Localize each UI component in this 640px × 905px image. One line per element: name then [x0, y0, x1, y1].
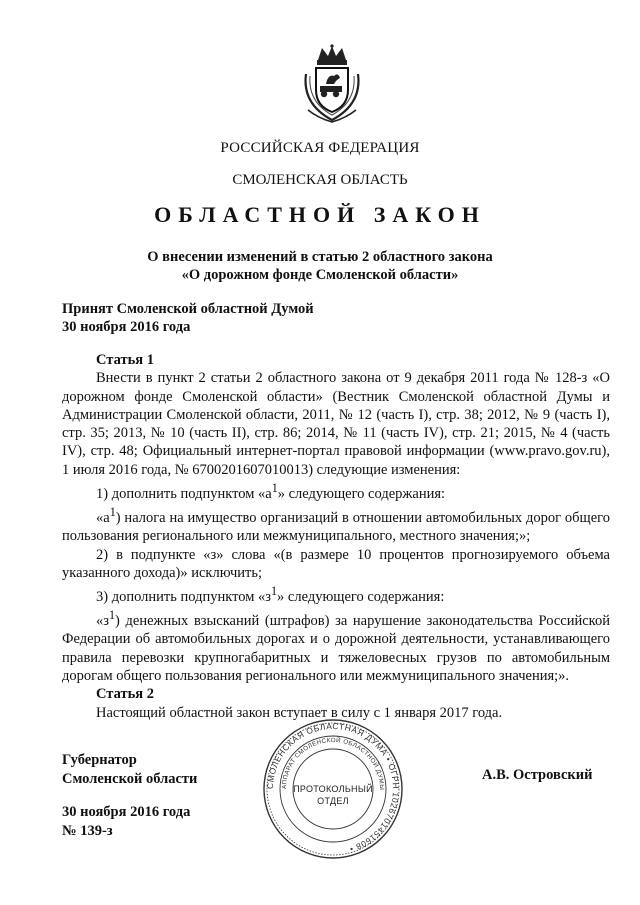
subtitle-line: О внесении изменений в статью 2 областного закона — [147, 249, 493, 265]
law-number: № 139-з — [62, 822, 113, 839]
adoption-body: Принят Смоленской областной Думой — [62, 301, 314, 317]
article-1-item-2: 2) в подпункте «з» слова «(в размере 10 процентов прогнозируемого объема указанного дохода)» исключить; — [62, 546, 610, 581]
article-1-item-1: 1) дополнить подпунктом «$а^1$» следующего содержания: — [96, 481, 446, 502]
document-title: ОБЛАСТНОЙ ЗАКОН — [154, 202, 486, 227]
article-1-item-3-quote: «$з^1$) денежных взысканий (штрафов) за нарушение законодательства Российской Федерации об автомобильных дорогах и о дорожной деятельности, устанавливающего правила перевозки крупногабаритных и тяжеловесных грузов по автомобильным дорогам общего пользования регионального или межмуниципального значения;». — [62, 608, 610, 685]
document-subtitle — [0, 248, 640, 284]
law-date-number — [62, 803, 190, 840]
subtitle-line: «О дорожном фонде Смоленской области» — [181, 267, 459, 283]
adoption-date: 30 ноября 2016 года — [62, 319, 191, 335]
law-date: 30 ноября 2016 года — [62, 804, 191, 820]
seal-inner-text: АППАРАТ СМОЛЕНСКОЙ ОБЛАСТНОЙ ДУМЫ — [280, 736, 386, 791]
article-2-text: Настоящий областной закон вступает в силу с 1 января 2017 года. — [96, 704, 503, 721]
article-1-intro: Внести в пункт 2 статьи 2 областного закона от 9 декабря 2011 года № 128-з «О дорожном фонде Смоленской области» (Вестник Смоленской областной Думы и Администрации Смоленской области, 2011, № 12 (часть I), стр. 38; 2012, № 9 (часть I), стр. 35; 2013, № 10 (часть II), стр. 86; 2014, № 11 (часть IV), стр. 21; 2015, № 4 (часть IV), стр. 48; Официальный интернет-портал правовой информации (www.pravo.gov.ru), 1 июля 2016 года, № 6700201607010013) следующие изменения: — [62, 370, 610, 478]
country-name: РОССИЙСКАЯ ФЕДЕРАЦИЯ — [220, 140, 420, 156]
adoption-note — [62, 300, 314, 336]
law-body — [62, 351, 610, 722]
region-name: СМОЛЕНСКАЯ ОБЛАСТЬ — [232, 172, 408, 188]
article-1-item-1-quote: «$а^1$) налога на имущество организаций в отношении автомобильных дорог общего пользования регионального или межмуниципального, местного значения;»; — [62, 505, 610, 545]
article-1-item-3: 3) дополнить подпунктом «$з^1$» следующего содержания: — [96, 584, 445, 606]
signatory-position: Губернатор Смоленской области — [62, 752, 198, 787]
article-2-heading: Статья 2 — [96, 686, 154, 703]
article-1-heading: Статья 1 — [96, 352, 154, 368]
smolensk-coat-of-arms-icon — [298, 44, 366, 124]
seal-outer-text: СМОЛЕНСКАЯ ОБЛАСТНАЯ ДУМА • ОГРН 1026701451608 • — [264, 720, 402, 855]
seal-center-text: ПРОТОКОЛЬНЫЙ ОТДЕЛ — [293, 784, 373, 806]
signatory-name: А.В. Островский — [482, 767, 593, 783]
